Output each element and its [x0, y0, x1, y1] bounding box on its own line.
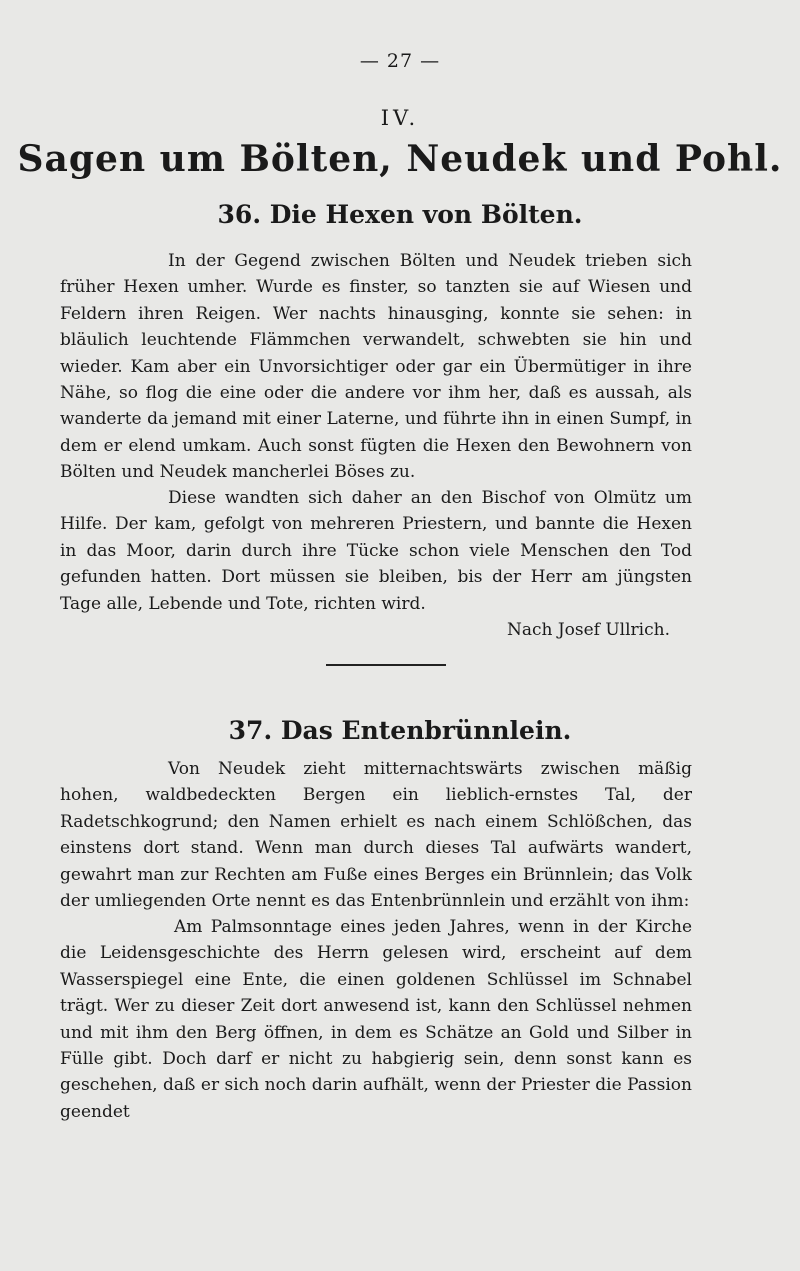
section-title-36: 36. Die Hexen von Bölten.: [217, 200, 583, 229]
section-title-37: 37. Das Entenbrünnlein.: [228, 716, 572, 745]
section-36-paragraph-2: Diese wandten sich daher an den Bischof von Olmütz um Hilfe. Der kam, gefolgt von mehreren Priestern, und bannte die Hexen in das Moor, darin durch ihre Tücke schon viele Menschen den Tod gefunden hatten. Dort müssen sie bleiben, bis der Herr am jüngsten Tage alle, Lebende und Tote, richten wird.: [60, 488, 692, 614]
chapter-numeral: IV.: [380, 106, 420, 130]
source-attribution: Nach Josef Ullrich.: [506, 620, 670, 640]
chapter-title: Sagen um Bölten, Neudek und Pohl.: [17, 138, 783, 180]
section-divider: [326, 664, 446, 666]
section-37-paragraph-2: Am Palmsonntage eines jeden Jahres, wenn in der Kirche die Leidensgeschichte des Herrn gelesen wird, erscheint auf dem Wasserspiegel eine Ente, die einen goldenen Schlüssel im Schnabel trägt. Wer zu dieser Zeit dort anwesend ist, kann den Schlüssel nehmen und mit ihm den Berg öffnen, in dem es Schätze an Gold und Silber in Fülle gibt. Doch darf er nicht zu habgierig sein, denn sonst kann es geschehen, daß er sich noch darin aufhält, wenn der Priester die Passion geendet: [60, 917, 692, 1122]
section-36-paragraph-1: In der Gegend zwischen Bölten und Neudek trieben sich früher Hexen umher. Wurde es finster, so tanzten sie auf Wiesen und Feldern ihren Reigen. Wer nachts hinausging, konnte sie sehen: in bläulich leuchtende Flämmchen verwandelt, schwebten sie hin und wieder. Kam aber ein Unvorsichtiger oder gar ein Übermütiger in ihre Nähe, so flog die eine oder die andere vor ihm her, daß es aussah, als wanderte da jemand mit einer Laterne, und führte ihn in einen Sumpf, in dem er elend umkam. Auch sonst fügten die Hexen den Bewohnern von Bölten und Neudek mancherlei Böses zu.: [60, 251, 692, 483]
section-37-paragraph-1: Von Neudek zieht mitternachtswärts zwischen mäßig hohen, waldbedeckten Bergen ein lieblich-ernstes Tal, der Radetschkogrund; den Namen erhielt es nach einem Schlößchen, das einstens dort stand. Wenn man durch dieses Tal aufwärts wandert, gewahrt man zur Rechten am Fuße eines Berges ein Brünnlein; das Volk der umliegenden Orte nennt es das Entenbrünnlein und erzählt von ihm:: [60, 759, 692, 912]
page-number: — 27 —: [359, 50, 441, 72]
